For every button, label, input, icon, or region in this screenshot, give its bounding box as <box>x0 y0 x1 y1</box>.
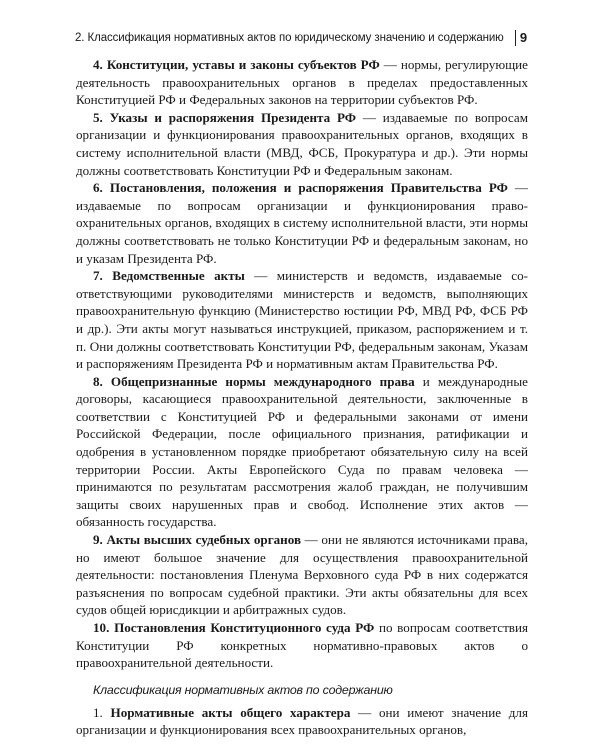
paragraph-4-text: — нормы, регулирующие деятельность правоохранительных органов в пределах предоставленных Конституцией РФ и Федеральных законов на территории субъектов РФ. <box>76 57 528 108</box>
running-header <box>75 28 527 48</box>
paragraph-general-text: — они имеют значение для организации и функционирования всех правоохранительных органов, <box>76 704 528 738</box>
page-number: 9 <box>519 30 527 45</box>
paragraph-6-text: — издаваемые по вопросам организации и функционирования правоохранительных органов, входящих в систему исполнительной власти, эти нормы должны соответствовать не только Конституции РФ и федеральным законам, но и указам Президента РФ. <box>76 180 528 266</box>
body-text <box>76 56 528 739</box>
paragraph-10-term: 10. Постановления Конституционного суда РФ <box>93 620 375 635</box>
paragraph-5 <box>76 109 528 179</box>
chapter-title: 2. Классификация нормативных актов по юридическому значению и содержанию <box>75 32 504 44</box>
paragraph-7-term: 7. Ведомственные акты <box>93 268 245 284</box>
paragraph-9-text: — они не являются источниками права, но имеют большое значение для осуществления правоохранительной деятельности: постановления Пленума Верховного суда РФ в них содержатся разъяснения по вопросам судебной практики. Эти акты обязательны для всех судов общей юрисдикции и арбитражных судов. <box>76 532 529 618</box>
paragraph-4 <box>76 56 528 109</box>
header-separator <box>515 30 516 46</box>
paragraph-5-term: 5. Указы и распоряжения Президента РФ <box>93 109 356 125</box>
paragraph-7-text: — министерств и ведомств, издаваемые соответствующими руководителями министерств и ведомств, выполняющих правоохранительную функцию (Министерство юстиции РФ, МВД РФ, ФСБ РФ и др.). Эти акты могут называться инструкцией, приказом, распоряжением и т. п. Они должны соответствовать Конституции РФ, федеральным законам, Указам и распоряжениям Президента РФ и нормативным актам Правительства РФ. <box>76 268 528 372</box>
paragraph-8 <box>76 373 528 531</box>
paragraph-5-text: — издаваемые по вопросам организации и функционирования правоохранительных органов, входящих в систему исполнительной власти (МВД, ФСБ, Прокуратура и др.). Эти нормы должны соответствовать Конституции РФ и Федеральным законам. <box>76 109 528 178</box>
paragraph-10 <box>76 619 528 672</box>
paragraph-6 <box>76 179 528 267</box>
paragraph-6-term: 6. Постановления, положения и распоряжения Правительства РФ <box>93 180 508 196</box>
paragraph-10-text: по вопросам соответствия Конституции РФ конкретных нормативно-правовых актов о правоохранительной деятельности. <box>76 620 528 671</box>
paragraph-general-number: 1. <box>93 704 103 720</box>
paragraph-9 <box>76 531 528 619</box>
paragraph-general-term: Нормативные акты общего характера <box>110 704 351 720</box>
paragraph-general-acts <box>76 704 528 739</box>
paragraph-4-term: 4. Конституции, уставы и законы субъектов РФ <box>93 57 380 72</box>
paragraph-8-term: 8. Общепризнанные нормы международного права <box>93 373 415 389</box>
paragraph-9-term: 9. Акты высших судебных органов <box>93 532 302 548</box>
paragraph-8-text: и международные договоры, касающиеся правоохранительной деятельности, заключенные в соответствии с Конституцией РФ и федеральными законами от имени Российской Федерации, после официального признания, ратификации и одобрения в установленном порядке приобретают обязательную силу на всей территории России. Акты Европейского Суда по правам человека — принимаются по результатам рассмотрения жалоб граждан, не получившим защиты своих нарушенных прав и свобод. Исполнение этих актов — обязанность государства. <box>76 373 528 530</box>
paragraph-7 <box>76 267 528 373</box>
section-heading: Классификация нормативных актов по содержанию <box>93 682 393 697</box>
